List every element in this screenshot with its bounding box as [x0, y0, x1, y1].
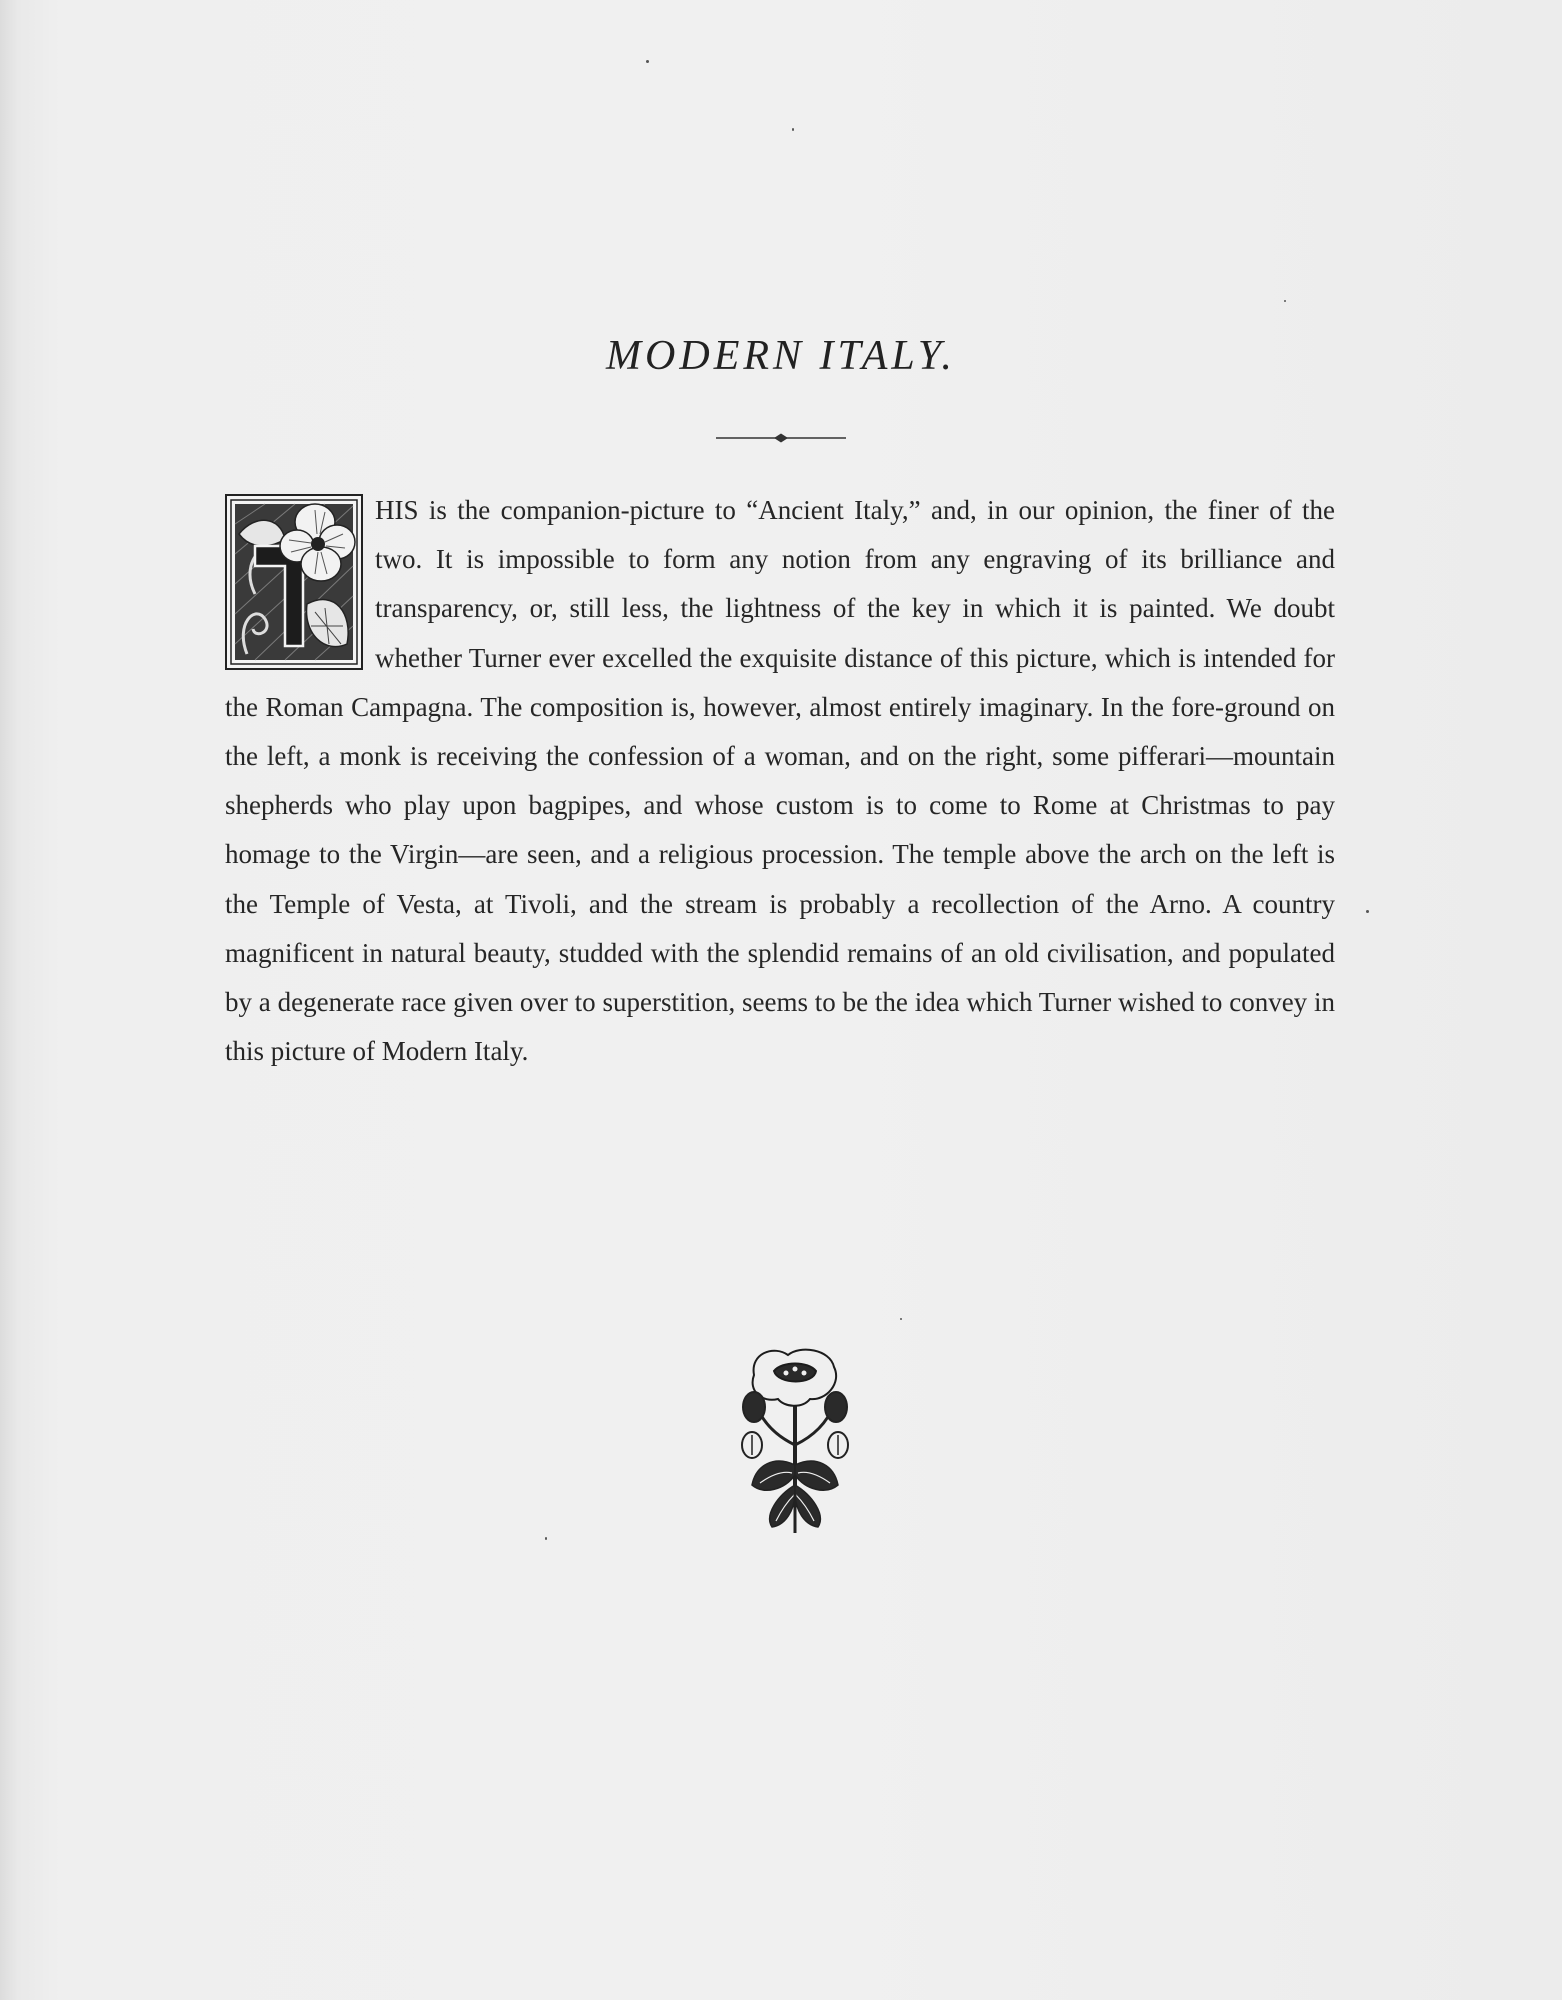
body-paragraph [225, 486, 1335, 1076]
diamond-rule-icon [716, 432, 846, 444]
paper-speck [792, 128, 794, 131]
paper-speck [545, 1537, 547, 1540]
body-text-rest: HIS is the companion-picture to “Ancient Italy,” and, in our opinion, the finer of the two. It is impossible to form any notion from any engraving of its brilliance and transparency, or, still less, the lightness of the key in which it is painted. We doubt whether Turner ever excelled the exquisite distance of this picture, which is intended for the Roman Campagna. The composition is, however, almost entirely imaginary. In the fore-ground on the left, a monk is receiving the confession of a woman, and on the right, some pifferari—mountain shepherds who play upon bagpipes, and whose custom is to come to Rome at Christmas to pay homage to the Virgin—are seen, and a religious procession. The temple above the arch on the left is the Temple of Vesta, at Tivoli, and the stream is probably a recollection of the Arno. A country magnificent in natural beauty, studded with the splendid remains of an old civilisation, and populated by a degenerate race given over to superstition, seems to be the idea which Turner wished to convey in this picture of Modern Italy. [225, 495, 1335, 1067]
paper-speck [900, 1318, 902, 1320]
paper-speck [1366, 910, 1369, 913]
paper-speck [646, 60, 649, 63]
page-title: MODERN ITALY. [606, 333, 956, 379]
floral-dropcap-t-icon [225, 494, 363, 670]
poppy-tailpiece-icon [734, 1345, 856, 1535]
paper-speck [1284, 300, 1286, 302]
